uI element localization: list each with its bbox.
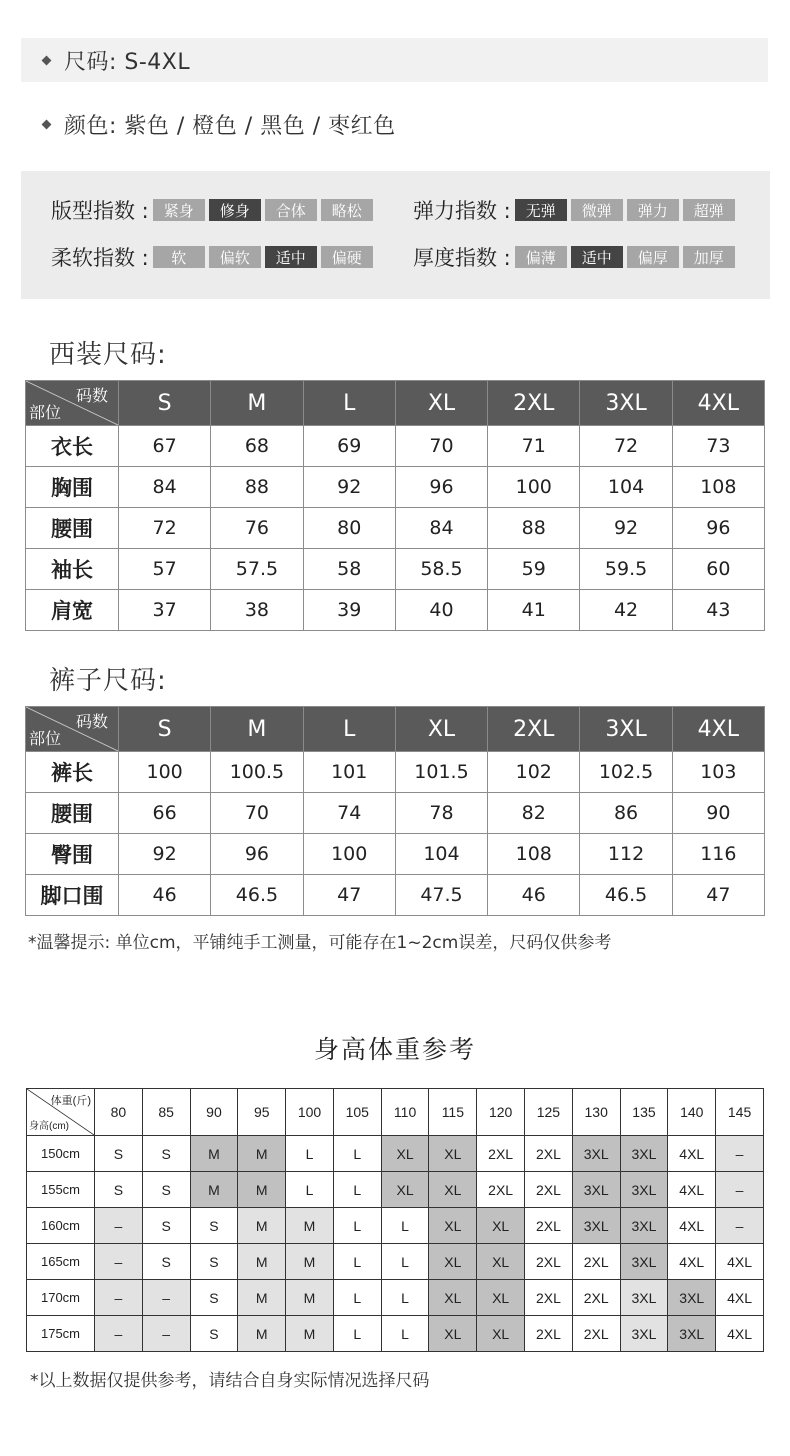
recommended-size-cell: XL xyxy=(429,1316,477,1352)
table-row xyxy=(27,1172,764,1208)
size-header: M xyxy=(211,707,303,752)
recommended-size-cell: M xyxy=(286,1316,334,1352)
measurement-cell: 72 xyxy=(580,426,672,467)
recommended-size-cell: XL xyxy=(429,1244,477,1280)
spec-size-range xyxy=(21,38,768,82)
recommended-size-cell: L xyxy=(286,1136,334,1172)
measurement-cell: 101 xyxy=(303,752,395,793)
height-label: 170cm xyxy=(27,1280,95,1316)
measurement-cell: 58.5 xyxy=(395,549,487,590)
part-label: 裤长 xyxy=(26,752,119,793)
table-row xyxy=(26,426,765,467)
measurement-cell: 46.5 xyxy=(580,875,672,916)
weight-header: 80 xyxy=(95,1089,143,1136)
measurement-cell: 96 xyxy=(395,467,487,508)
measurement-cell: 100 xyxy=(303,834,395,875)
index-label: 版型指数 : xyxy=(51,199,149,223)
recommended-size-cell: M xyxy=(286,1244,334,1280)
measurement-cell: 43 xyxy=(672,590,764,631)
recommended-size-cell: 3XL xyxy=(572,1208,620,1244)
corner-part-label: 部位 xyxy=(29,729,62,748)
colors-text: 颜色: 紫色 / 橙色 / 黑色 / 枣红色 xyxy=(64,113,396,139)
recommended-size-cell: 3XL xyxy=(620,1280,668,1316)
measurement-cell: 78 xyxy=(395,793,487,834)
recommended-size-cell: 3XL xyxy=(620,1316,668,1352)
index-option-chip: 紧身 xyxy=(153,199,205,221)
table-row xyxy=(26,793,765,834)
index-option-chip: 偏厚 xyxy=(627,246,679,268)
recommended-size-cell: 4XL xyxy=(668,1172,716,1208)
ref-corner-height-label: 身高(cm) xyxy=(29,1121,69,1132)
weight-header: 120 xyxy=(477,1089,525,1136)
pants-size-table xyxy=(25,706,765,916)
recommended-size-cell: XL xyxy=(477,1208,525,1244)
measurement-cell: 57 xyxy=(119,549,211,590)
recommended-size-cell: – xyxy=(95,1244,143,1280)
recommended-size-cell: L xyxy=(381,1280,429,1316)
height-weight-table xyxy=(26,1088,764,1352)
measurement-cell: 100 xyxy=(119,752,211,793)
table-row xyxy=(27,1208,764,1244)
weight-header: 145 xyxy=(716,1089,764,1136)
measurement-cell: 47 xyxy=(303,875,395,916)
measurement-cell: 84 xyxy=(119,467,211,508)
recommended-size-cell: M xyxy=(238,1172,286,1208)
measurement-cell: 108 xyxy=(672,467,764,508)
table-row xyxy=(26,549,765,590)
recommended-size-cell: 2XL xyxy=(572,1244,620,1280)
recommended-size-cell: M xyxy=(238,1280,286,1316)
measurement-cell: 47.5 xyxy=(395,875,487,916)
table-row xyxy=(27,1280,764,1316)
recommended-size-cell: L xyxy=(333,1316,381,1352)
corner-size-label: 码数 xyxy=(75,712,108,731)
index-option-chip: 弹力 xyxy=(627,199,679,221)
index-option-chip: 适中 xyxy=(571,246,623,268)
measurement-cell: 66 xyxy=(119,793,211,834)
measurement-cell: 88 xyxy=(211,467,303,508)
recommended-size-cell: L xyxy=(333,1244,381,1280)
recommended-size-cell: 2XL xyxy=(572,1280,620,1316)
recommended-size-cell: L xyxy=(381,1208,429,1244)
size-header: XL xyxy=(395,381,487,426)
weight-header: 105 xyxy=(333,1089,381,1136)
recommended-size-cell: 2XL xyxy=(525,1136,573,1172)
index-option-chip: 适中 xyxy=(265,246,317,268)
weight-header: 100 xyxy=(286,1089,334,1136)
weight-header: 115 xyxy=(429,1089,477,1136)
recommended-size-cell: XL xyxy=(477,1316,525,1352)
measurement-cell: 116 xyxy=(672,834,764,875)
recommended-size-cell: M xyxy=(286,1280,334,1316)
recommended-size-cell: S xyxy=(95,1136,143,1172)
table-row xyxy=(26,508,765,549)
recommended-size-cell: 4XL xyxy=(668,1136,716,1172)
weight-header: 110 xyxy=(381,1089,429,1136)
table-row xyxy=(26,590,765,631)
index-option-chip: 偏硬 xyxy=(321,246,373,268)
measurement-note: *温馨提示: 单位cm，平铺纯手工测量，可能存在1~2cm误差，尺码仅供参考 xyxy=(28,933,612,953)
recommended-size-cell: L xyxy=(333,1280,381,1316)
recommended-size-cell: M xyxy=(190,1136,238,1172)
measurement-cell: 46 xyxy=(119,875,211,916)
recommended-size-cell: M xyxy=(286,1208,334,1244)
ref-corner-header xyxy=(27,1089,95,1136)
recommended-size-cell: – xyxy=(716,1136,764,1172)
index-option-chip: 微弹 xyxy=(571,199,623,221)
height-label: 160cm xyxy=(27,1208,95,1244)
measurement-cell: 103 xyxy=(672,752,764,793)
weight-header: 85 xyxy=(142,1089,190,1136)
recommended-size-cell: L xyxy=(381,1244,429,1280)
table-row xyxy=(26,834,765,875)
recommended-size-cell: S xyxy=(190,1244,238,1280)
recommended-size-cell: 3XL xyxy=(572,1172,620,1208)
size-header: 4XL xyxy=(672,707,764,752)
part-label: 臀围 xyxy=(26,834,119,875)
recommended-size-cell: – xyxy=(716,1172,764,1208)
table-row xyxy=(26,752,765,793)
recommended-size-cell: 2XL xyxy=(525,1316,573,1352)
size-header: S xyxy=(119,381,211,426)
measurement-cell: 71 xyxy=(488,426,580,467)
recommended-size-cell: 3XL xyxy=(620,1172,668,1208)
diamond-bullet-icon xyxy=(42,119,52,129)
measurement-cell: 100 xyxy=(488,467,580,508)
recommended-size-cell: M xyxy=(238,1136,286,1172)
measurement-cell: 88 xyxy=(488,508,580,549)
index-option-chip: 加厚 xyxy=(683,246,735,268)
recommended-size-cell: XL xyxy=(381,1172,429,1208)
size-header: S xyxy=(119,707,211,752)
table-row xyxy=(27,1136,764,1172)
height-label: 165cm xyxy=(27,1244,95,1280)
weight-header: 90 xyxy=(190,1089,238,1136)
index-fit xyxy=(51,196,377,224)
recommended-size-cell: XL xyxy=(477,1280,525,1316)
fabric-index-panel xyxy=(21,171,770,299)
measurement-cell: 76 xyxy=(211,508,303,549)
corner-header xyxy=(26,381,119,426)
measurement-cell: 102.5 xyxy=(580,752,672,793)
measurement-cell: 40 xyxy=(395,590,487,631)
measurement-cell: 38 xyxy=(211,590,303,631)
corner-part-label: 部位 xyxy=(29,403,62,422)
measurement-cell: 69 xyxy=(303,426,395,467)
table-row xyxy=(26,875,765,916)
recommended-size-cell: 3XL xyxy=(668,1316,716,1352)
recommended-size-cell: XL xyxy=(429,1172,477,1208)
measurement-cell: 82 xyxy=(488,793,580,834)
measurement-cell: 101.5 xyxy=(395,752,487,793)
reference-note: *以上数据仅提供参考，请结合自身实际情况选择尺码 xyxy=(30,1371,430,1391)
weight-header: 130 xyxy=(572,1089,620,1136)
size-header: 3XL xyxy=(580,707,672,752)
recommended-size-cell: S xyxy=(190,1208,238,1244)
recommended-size-cell: 2XL xyxy=(525,1280,573,1316)
suit-size-title: 西装尺码: xyxy=(49,340,167,370)
index-option-chip: 偏软 xyxy=(209,246,261,268)
height-weight-title: 身高体重参考 xyxy=(313,1035,476,1064)
recommended-size-cell: 2XL xyxy=(525,1172,573,1208)
measurement-cell: 72 xyxy=(119,508,211,549)
measurement-cell: 112 xyxy=(580,834,672,875)
measurement-cell: 60 xyxy=(672,549,764,590)
recommended-size-cell: – xyxy=(142,1280,190,1316)
measurement-cell: 90 xyxy=(672,793,764,834)
recommended-size-cell: 2XL xyxy=(572,1316,620,1352)
index-thickness xyxy=(413,243,739,271)
recommended-size-cell: – xyxy=(95,1316,143,1352)
measurement-cell: 41 xyxy=(488,590,580,631)
part-label: 衣长 xyxy=(26,426,119,467)
index-option-chip: 无弹 xyxy=(515,199,567,221)
measurement-cell: 104 xyxy=(395,834,487,875)
part-label: 胸围 xyxy=(26,467,119,508)
measurement-cell: 57.5 xyxy=(211,549,303,590)
index-softness xyxy=(51,243,377,271)
measurement-cell: 70 xyxy=(395,426,487,467)
corner-header xyxy=(26,707,119,752)
measurement-cell: 46 xyxy=(488,875,580,916)
height-label: 150cm xyxy=(27,1136,95,1172)
index-label: 厚度指数 : xyxy=(413,246,511,270)
weight-header: 125 xyxy=(525,1089,573,1136)
spec-colors xyxy=(21,102,768,146)
measurement-cell: 70 xyxy=(211,793,303,834)
recommended-size-cell: M xyxy=(238,1244,286,1280)
height-label: 175cm xyxy=(27,1316,95,1352)
height-label: 155cm xyxy=(27,1172,95,1208)
size-range-text: 尺码: S-4XL xyxy=(64,49,191,75)
recommended-size-cell: – xyxy=(716,1208,764,1244)
recommended-size-cell: L xyxy=(333,1172,381,1208)
weight-header: 95 xyxy=(238,1089,286,1136)
measurement-cell: 68 xyxy=(211,426,303,467)
recommended-size-cell: S xyxy=(95,1172,143,1208)
size-header: XL xyxy=(395,707,487,752)
part-label: 袖长 xyxy=(26,549,119,590)
corner-size-label: 码数 xyxy=(75,386,108,405)
measurement-cell: 96 xyxy=(672,508,764,549)
measurement-cell: 108 xyxy=(488,834,580,875)
pants-size-title: 裤子尺码: xyxy=(49,666,167,696)
measurement-cell: 92 xyxy=(119,834,211,875)
measurement-cell: 46.5 xyxy=(211,875,303,916)
recommended-size-cell: S xyxy=(142,1244,190,1280)
recommended-size-cell: – xyxy=(95,1208,143,1244)
recommended-size-cell: S xyxy=(142,1208,190,1244)
measurement-cell: 100.5 xyxy=(211,752,303,793)
index-option-chip: 略松 xyxy=(321,199,373,221)
recommended-size-cell: 2XL xyxy=(525,1244,573,1280)
measurement-cell: 92 xyxy=(580,508,672,549)
size-header: L xyxy=(303,381,395,426)
recommended-size-cell: XL xyxy=(429,1136,477,1172)
recommended-size-cell: L xyxy=(381,1316,429,1352)
part-label: 脚口围 xyxy=(26,875,119,916)
ref-corner-weight-label: 体重(斤) xyxy=(50,1095,91,1107)
size-header: 2XL xyxy=(488,381,580,426)
index-label: 弹力指数 : xyxy=(413,199,511,223)
recommended-size-cell: – xyxy=(95,1280,143,1316)
size-header: 4XL xyxy=(672,381,764,426)
index-option-chip: 修身 xyxy=(209,199,261,221)
recommended-size-cell: 4XL xyxy=(716,1316,764,1352)
measurement-cell: 96 xyxy=(211,834,303,875)
measurement-cell: 42 xyxy=(580,590,672,631)
part-label: 腰围 xyxy=(26,793,119,834)
measurement-cell: 59 xyxy=(488,549,580,590)
measurement-cell: 102 xyxy=(488,752,580,793)
index-option-chip: 软 xyxy=(153,246,205,268)
recommended-size-cell: – xyxy=(142,1316,190,1352)
size-header: 3XL xyxy=(580,381,672,426)
weight-header: 140 xyxy=(668,1089,716,1136)
part-label: 肩宽 xyxy=(26,590,119,631)
index-label: 柔软指数 : xyxy=(51,246,149,270)
table-row xyxy=(27,1316,764,1352)
measurement-cell: 84 xyxy=(395,508,487,549)
recommended-size-cell: XL xyxy=(429,1280,477,1316)
measurement-cell: 73 xyxy=(672,426,764,467)
recommended-size-cell: 3XL xyxy=(572,1136,620,1172)
diamond-bullet-icon xyxy=(42,55,52,65)
index-elasticity xyxy=(413,196,739,224)
recommended-size-cell: 4XL xyxy=(668,1244,716,1280)
suit-size-table xyxy=(25,380,765,631)
recommended-size-cell: 4XL xyxy=(716,1244,764,1280)
measurement-cell: 37 xyxy=(119,590,211,631)
measurement-cell: 58 xyxy=(303,549,395,590)
recommended-size-cell: 2XL xyxy=(477,1136,525,1172)
recommended-size-cell: 4XL xyxy=(716,1280,764,1316)
index-option-chip: 偏薄 xyxy=(515,246,567,268)
table-row xyxy=(26,467,765,508)
recommended-size-cell: 4XL xyxy=(668,1208,716,1244)
measurement-cell: 39 xyxy=(303,590,395,631)
measurement-cell: 92 xyxy=(303,467,395,508)
recommended-size-cell: M xyxy=(190,1172,238,1208)
recommended-size-cell: L xyxy=(333,1208,381,1244)
recommended-size-cell: XL xyxy=(477,1244,525,1280)
measurement-cell: 86 xyxy=(580,793,672,834)
recommended-size-cell: S xyxy=(142,1136,190,1172)
part-label: 腰围 xyxy=(26,508,119,549)
measurement-cell: 59.5 xyxy=(580,549,672,590)
measurement-cell: 104 xyxy=(580,467,672,508)
recommended-size-cell: 2XL xyxy=(525,1208,573,1244)
measurement-cell: 67 xyxy=(119,426,211,467)
recommended-size-cell: L xyxy=(333,1136,381,1172)
recommended-size-cell: XL xyxy=(381,1136,429,1172)
recommended-size-cell: 3XL xyxy=(620,1208,668,1244)
recommended-size-cell: S xyxy=(190,1316,238,1352)
measurement-cell: 80 xyxy=(303,508,395,549)
size-header: M xyxy=(211,381,303,426)
index-option-chip: 超弹 xyxy=(683,199,735,221)
size-header: L xyxy=(303,707,395,752)
recommended-size-cell: 3XL xyxy=(620,1244,668,1280)
recommended-size-cell: 2XL xyxy=(477,1172,525,1208)
size-header: 2XL xyxy=(488,707,580,752)
weight-header: 135 xyxy=(620,1089,668,1136)
index-option-chip: 合体 xyxy=(265,199,317,221)
recommended-size-cell: XL xyxy=(429,1208,477,1244)
recommended-size-cell: L xyxy=(286,1172,334,1208)
measurement-cell: 74 xyxy=(303,793,395,834)
recommended-size-cell: M xyxy=(238,1208,286,1244)
measurement-cell: 47 xyxy=(672,875,764,916)
recommended-size-cell: 3XL xyxy=(620,1136,668,1172)
recommended-size-cell: 3XL xyxy=(668,1280,716,1316)
recommended-size-cell: S xyxy=(142,1172,190,1208)
recommended-size-cell: M xyxy=(238,1316,286,1352)
recommended-size-cell: S xyxy=(190,1280,238,1316)
table-row xyxy=(27,1244,764,1280)
